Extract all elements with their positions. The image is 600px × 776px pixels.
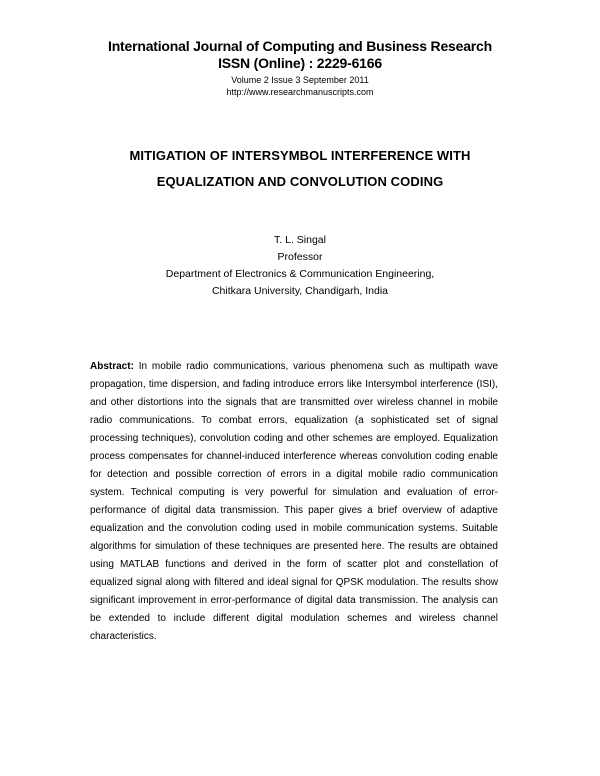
abstract-label: Abstract:	[90, 361, 134, 372]
author-affiliation: Chitkara University, Chandigarh, India	[211, 285, 389, 297]
abstract	[90, 358, 498, 646]
journal-url: http://www.researchmanuscripts.com	[226, 87, 374, 97]
journal-header	[0, 38, 600, 98]
paper-title-line-1: MITIGATION OF INTERSYMBOL INTERFERENCE WITH	[129, 148, 471, 163]
author-block	[0, 232, 600, 300]
paper-title	[60, 143, 540, 195]
abstract-text: In mobile radio communications, various phenomena such as multipath wave propagation, time dispersion, and fading introduce errors like Intersymbol interference (ISI), and other distortions into the signals that are transmitted over wireless channel in mobile radio communications. To combat errors, equalization (a sophisticated set of signal processing techniques), convolution coding and other schemes are employed. Equalization process compensates for channel-induced interference whereas convolution coding enable for detection and possible correction of errors in a digital mobile radio communication system. Technical computing is very powerful for simulation and evaluation of error-performance of digital data transmission. This paper gives a brief overview of adaptive equalization and the convolution coding used in mobile communication systems. Suitable algorithms for simulation of these techniques are presented here. The results are obtained using MATLAB functions and derived in the form of scatter plot and constellation of equalized signal along with filtered and ideal signal for QPSK modulation. The results show significant improvement in error-performance of digital data transmission. The analysis can be extended to include different digital modulation schemes and wireless channel characteristics.	[90, 361, 499, 642]
journal-issn: ISSN (Online) : 2229-6166	[218, 55, 382, 71]
paper-title-line-2: EQUALIZATION AND CONVOLUTION CODING	[156, 174, 444, 189]
journal-name: International Journal of Computing and Business Research	[108, 38, 492, 54]
author-name: T. L. Singal	[274, 234, 326, 246]
author-department: Department of Electronics & Communication Engineering,	[165, 268, 435, 280]
author-position: Professor	[277, 251, 323, 263]
journal-volume: Volume 2 Issue 3 September 2011	[231, 75, 369, 85]
